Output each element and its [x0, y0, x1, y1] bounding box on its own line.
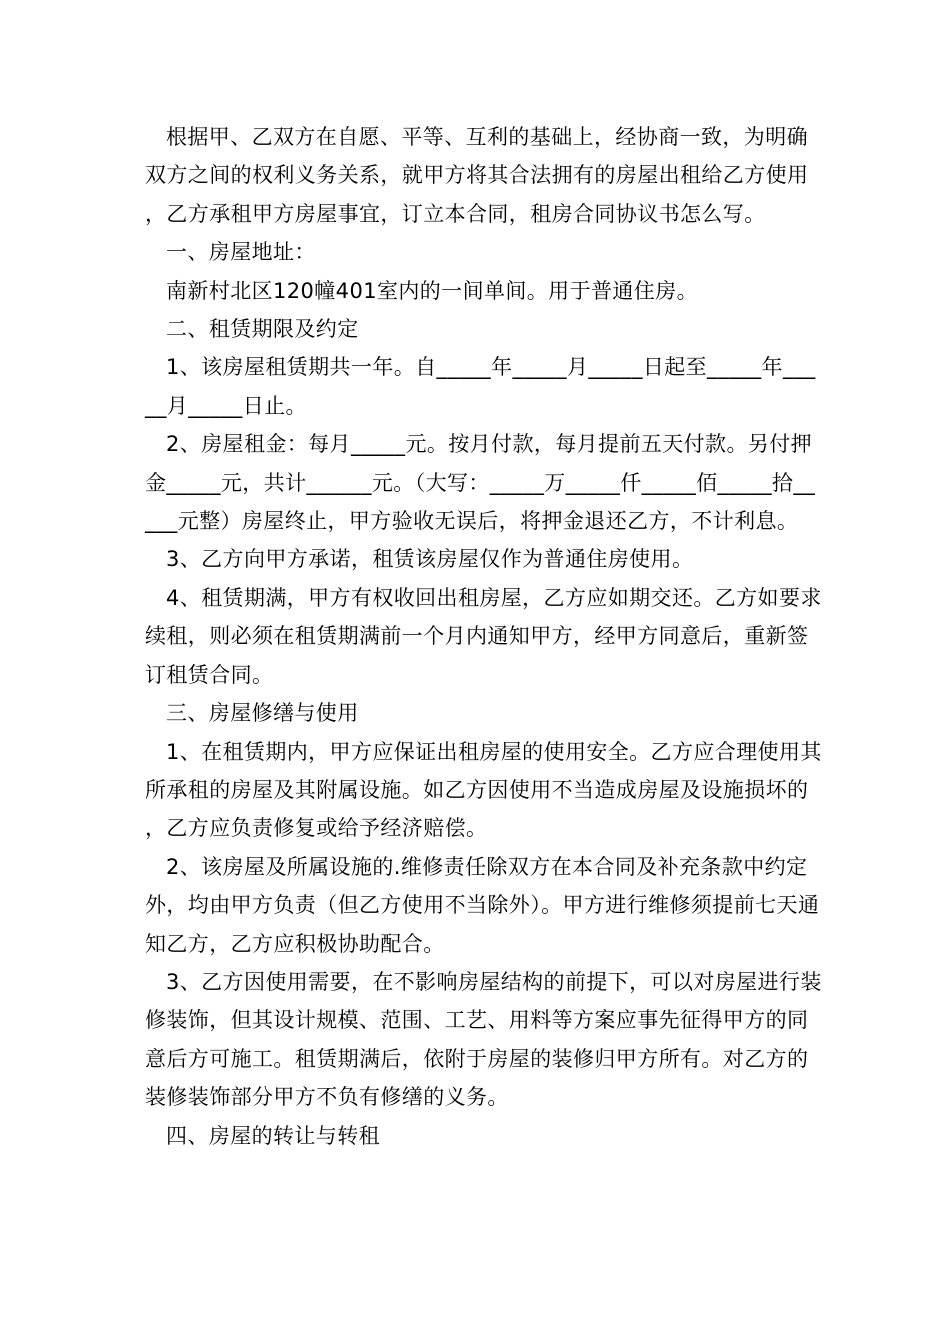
paragraph-repair-2: 2、该房屋及所属设施的.维修责任除双方在本合同及补充条款中约定外，均由甲方负责（但乙方使用不当除外）。甲方进行维修须提前七天通知乙方，乙方应积极协助配合。	[145, 854, 820, 956]
section-heading-repair: 三、房屋修缮与使用	[166, 701, 359, 726]
paragraph-lease-term-1: 1、该房屋租赁期共一年。自_____年_____月_____日起至_____年_____月_____日止。	[145, 355, 816, 418]
paragraph-repair-3: 3、乙方因使用需要，在不影响房屋结构的前提下，可以对房屋进行装修装饰，但其设计规模、范围、工艺、用料等方案应事先征得甲方的同意后方可施工。租赁期满后，依附于房屋的装修归甲方所有。对乙方的装修装饰部分甲方不负有修缮的义务。	[145, 969, 822, 1110]
section-heading-transfer: 四、房屋的转让与转租	[166, 1123, 380, 1148]
paragraph-lease-term-2: 2、房屋租金：每月_____元。按月付款，每月提前五天付款。另付押金_____元，共计______元。（大写：_____万_____仟_____佰_____拾_____元整）房屋终止，甲方验收无误后，将押金退还乙方，不计利息。	[145, 432, 816, 534]
document-body	[145, 118, 825, 1155]
paragraph-repair-1: 1、在租赁期内，甲方应保证出租房屋的使用安全。乙方应合理使用其所承租的房屋及其附属设施。如乙方因使用不当造成房屋及设施损坏的，乙方应负责修复或给予经济赔偿。	[145, 739, 822, 841]
paragraph-lease-term-4: 4、租赁期满，甲方有权收回出租房屋，乙方应如期交还。乙方如要求续租，则必须在租赁期满前一个月内通知甲方，经甲方同意后，重新签订租赁合同。	[145, 585, 822, 687]
paragraph-intro: 根据甲、乙双方在自愿、平等、互利的基础上，经协商一致，为明确双方之间的权利义务关系，就甲方将其合法拥有的房屋出租给乙方使用，乙方承租甲方房屋事宜，订立本合同，租房合同协议书怎么写。	[145, 125, 809, 226]
section-heading-address: 一、房屋地址：	[166, 240, 316, 265]
section-heading-lease-term: 二、租赁期限及约定	[166, 317, 359, 342]
paragraph-address: 南新村北区120幢401室内的一间单间。用于普通住房。	[166, 278, 698, 303]
paragraph-lease-term-3: 3、乙方向甲方承诺，租赁该房屋仅作为普通住房使用。	[166, 547, 694, 572]
